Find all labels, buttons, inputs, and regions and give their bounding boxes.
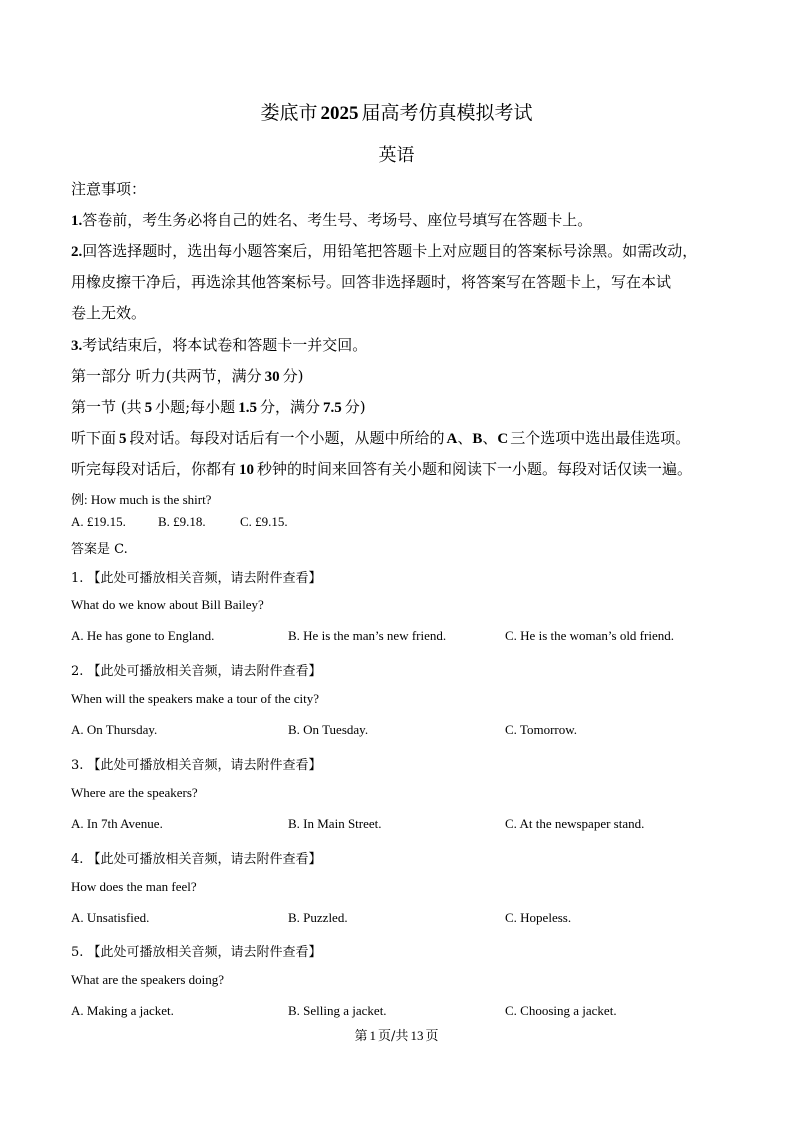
footer-text-c: 页/共 (378, 1029, 409, 1044)
section-one-label: 第一节 (共 (71, 398, 142, 416)
exam-title (0, 98, 793, 125)
instr-sep-2: 、 (482, 429, 498, 447)
part-one-unit: 分) (282, 367, 304, 385)
example-option-c: C. £9.15. (240, 514, 288, 529)
notice-item-3 (71, 334, 367, 355)
instr-sep-1: 、 (457, 429, 473, 447)
title-prefix: 娄底市 (260, 102, 318, 124)
question-4-option-a[interactable]: A. Unsatisfied. (71, 910, 150, 925)
instructions-line-1 (71, 427, 690, 448)
notice-item-1 (71, 209, 592, 230)
question-3-audio: 3. 【此处可播放相关音频，请去附件查看】 (71, 758, 322, 773)
section-one-total: 7.5 (322, 400, 342, 416)
question-2-text: When will the speakers make a tour of the city? (71, 691, 319, 706)
question-1-option-b[interactable]: B. He is the man’s new friend. (288, 628, 447, 643)
question-4-text: How does the man feel? (71, 879, 197, 894)
notice-item-2-number: 2. (71, 244, 83, 260)
footer-text-a: 第 (354, 1029, 368, 1044)
notice-item-3-number: 3. (71, 338, 83, 354)
question-3-option-c[interactable]: C. At the newspaper stand. (505, 816, 645, 831)
notice-item-1-number: 1. (71, 213, 83, 229)
example-answer: 答案是 C. (71, 542, 128, 557)
instr-option-a: A (446, 431, 458, 447)
notice-item-2-line-3: 卷上无效。 (71, 304, 147, 322)
instr-count: 5 (119, 431, 127, 447)
part-one-score: 30 (264, 369, 280, 385)
notice-item-1-text: 答卷前，考生务必将自己的姓名、考生号、考场号、座位号填写在答题卡上。 (82, 211, 593, 229)
section-one-heading (71, 396, 366, 417)
question-4-audio: 4. 【此处可播放相关音频，请去附件查看】 (71, 852, 322, 867)
part-one-heading (71, 365, 303, 386)
example-question: 例: How much is the shirt? (71, 492, 212, 507)
question-1-audio: 1. 【此处可播放相关音频，请去附件查看】 (71, 571, 322, 586)
question-3-text: Where are the speakers? (71, 785, 198, 800)
notice-item-2-line-2: 用橡皮擦干净后，再选涂其他答案标号。回答非选择题时，将答案写在答题卡上，写在本试 (71, 273, 672, 291)
footer-page-total: 13 (410, 1028, 424, 1043)
question-1-option-a[interactable]: A. He has gone to England. (71, 628, 215, 643)
example-option-b: B. £9.18. (158, 514, 206, 529)
title-suffix: 届高考仿真模拟考试 (361, 102, 533, 124)
section-one-unit: 分) (344, 398, 366, 416)
question-1-text: What do we know about Bill Bailey? (71, 597, 264, 612)
instr-text-2c: 秒钟的时间来回答有关小题和阅读下一小题。每段对话仅读一遍。 (257, 460, 693, 478)
footer-page-number: 1 (369, 1028, 377, 1043)
section-one-points: 1.5 (238, 400, 257, 416)
instr-text-c: 段对话。每段对话后有一个小题，从题中所给的 (129, 429, 445, 447)
title-year: 2025 (320, 103, 359, 124)
instructions-line-2 (71, 458, 692, 479)
instr-text-i: 三个选项中选出最佳选项。 (510, 429, 691, 447)
notice-item-2-line-1 (71, 240, 697, 261)
question-5-option-b[interactable]: B. Selling a jacket. (288, 1003, 387, 1018)
question-3-option-a[interactable]: A. In 7th Avenue. (71, 816, 163, 831)
instr-text-a: 听下面 (71, 429, 117, 447)
part-one-label: 第一部分 听力(共两节，满分 (71, 367, 262, 385)
instr-text-2a: 听完每段对话后，你都有 (71, 460, 237, 478)
question-2-audio: 2. 【此处可播放相关音频，请去附件查看】 (71, 664, 322, 679)
notice-item-2-text: 回答选择题时，选出每小题答案后，用铅笔把答题卡上对应题目的答案标号涂黑。如需改动， (82, 242, 698, 260)
question-5-option-c[interactable]: C. Choosing a jacket. (505, 1003, 617, 1018)
notice-heading: 注意事项： (71, 180, 147, 198)
question-3-option-b[interactable]: B. In Main Street. (288, 816, 382, 831)
question-5-audio: 5. 【此处可播放相关音频，请去附件查看】 (71, 945, 322, 960)
question-2-option-a[interactable]: A. On Thursday. (71, 722, 158, 737)
example-option-a: A. £19.15. (71, 514, 126, 529)
instr-option-c: C (497, 431, 509, 447)
question-4-option-b[interactable]: B. Puzzled. (288, 910, 348, 925)
notice-item-3-text: 考试结束后，将本试卷和答题卡一并交回。 (82, 336, 368, 354)
question-4-option-c[interactable]: C. Hopeless. (505, 910, 572, 925)
section-one-total-label: 分，满分 (259, 398, 320, 416)
instr-seconds: 10 (239, 462, 255, 478)
footer-text-e: 页 (425, 1029, 439, 1044)
section-one-per: 小题;每小题 (155, 398, 236, 416)
subject-title: 英语 (378, 145, 415, 166)
question-1-option-c[interactable]: C. He is the woman’s old friend. (505, 628, 674, 643)
section-one-count: 5 (144, 400, 153, 416)
question-5-option-a[interactable]: A. Making a jacket. (71, 1003, 174, 1018)
question-5-text: What are the speakers doing? (71, 972, 225, 987)
question-2-option-b[interactable]: B. On Tuesday. (288, 722, 369, 737)
page-footer (0, 1025, 793, 1044)
question-2-option-c[interactable]: C. Tomorrow. (505, 722, 578, 737)
instr-option-b: B (472, 431, 483, 447)
